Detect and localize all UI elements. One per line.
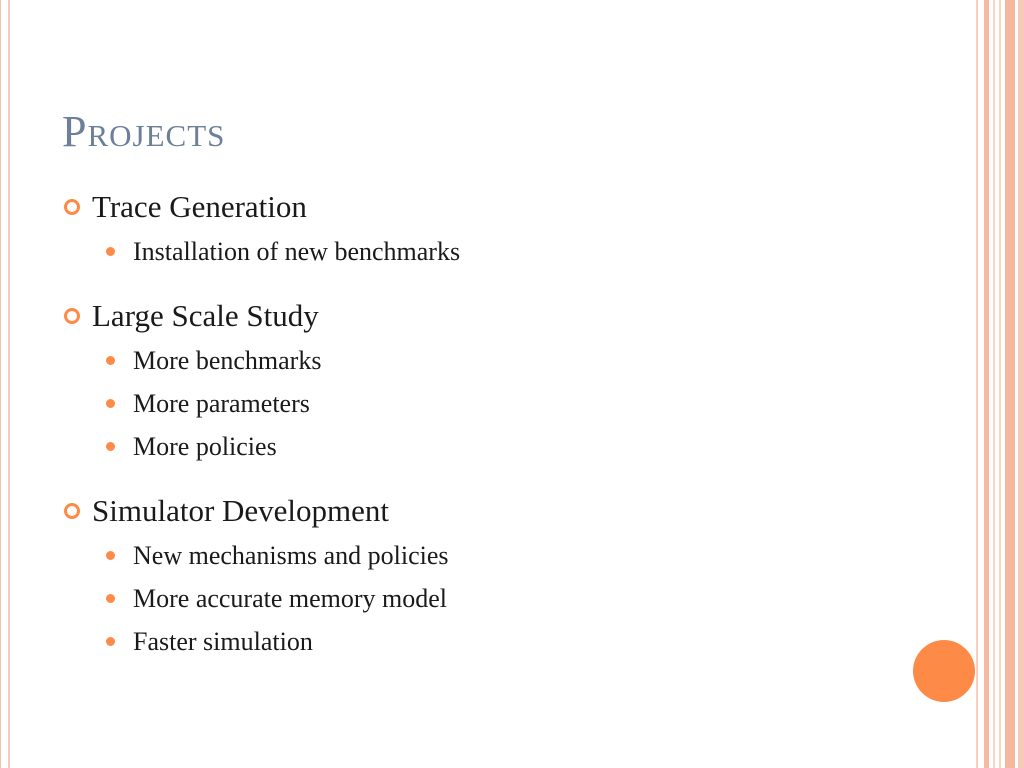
section-simulator-development: [62, 492, 942, 663]
left-border-line: [0, 0, 1, 768]
sub-list: [62, 339, 942, 468]
section-heading-text: Large Scale Study: [92, 298, 319, 333]
dot-bullet-icon: [106, 551, 115, 560]
section-trace-generation: [62, 188, 942, 273]
list-item: [62, 339, 942, 382]
list-item-text: New mechanisms and policies: [133, 541, 449, 570]
list-item-text: More accurate memory model: [133, 584, 448, 613]
list-item: [62, 382, 942, 425]
right-stripe: [984, 0, 989, 768]
slide-title: Projects: [62, 107, 226, 156]
section-heading: [62, 492, 942, 530]
list-item-text: More policies: [133, 432, 277, 461]
list-item: [62, 620, 942, 663]
list-item: [62, 577, 942, 620]
list-item: [62, 425, 942, 468]
section-heading: [62, 297, 942, 335]
dot-bullet-icon: [106, 637, 115, 646]
right-stripe: [993, 0, 995, 768]
section-large-scale-study: [62, 297, 942, 468]
dot-bullet-icon: [106, 442, 115, 451]
left-border-line-inner: [8, 0, 10, 768]
right-stripe: [1018, 0, 1024, 768]
section-heading-text: Trace Generation: [92, 189, 307, 224]
list-item-text: More benchmarks: [133, 346, 322, 375]
list-item-text: Faster simulation: [133, 627, 313, 656]
hollow-circle-bullet-icon: [64, 308, 80, 324]
dot-bullet-icon: [106, 356, 115, 365]
dot-bullet-icon: [106, 399, 115, 408]
hollow-circle-bullet-icon: [64, 503, 80, 519]
section-heading-text: Simulator Development: [92, 493, 390, 528]
list-item-text: More parameters: [133, 389, 310, 418]
dot-bullet-icon: [106, 594, 115, 603]
list-item: [62, 534, 942, 577]
dot-bullet-icon: [106, 247, 115, 256]
sub-list: [62, 534, 942, 663]
right-stripe: [999, 0, 1001, 768]
list-item: [62, 230, 942, 273]
slide-content: [62, 188, 942, 663]
right-stripe: [976, 0, 978, 768]
section-heading: [62, 188, 942, 226]
right-stripe: [1005, 0, 1015, 768]
hollow-circle-bullet-icon: [64, 199, 80, 215]
list-item-text: Installation of new benchmarks: [133, 237, 461, 266]
sub-list: [62, 230, 942, 273]
